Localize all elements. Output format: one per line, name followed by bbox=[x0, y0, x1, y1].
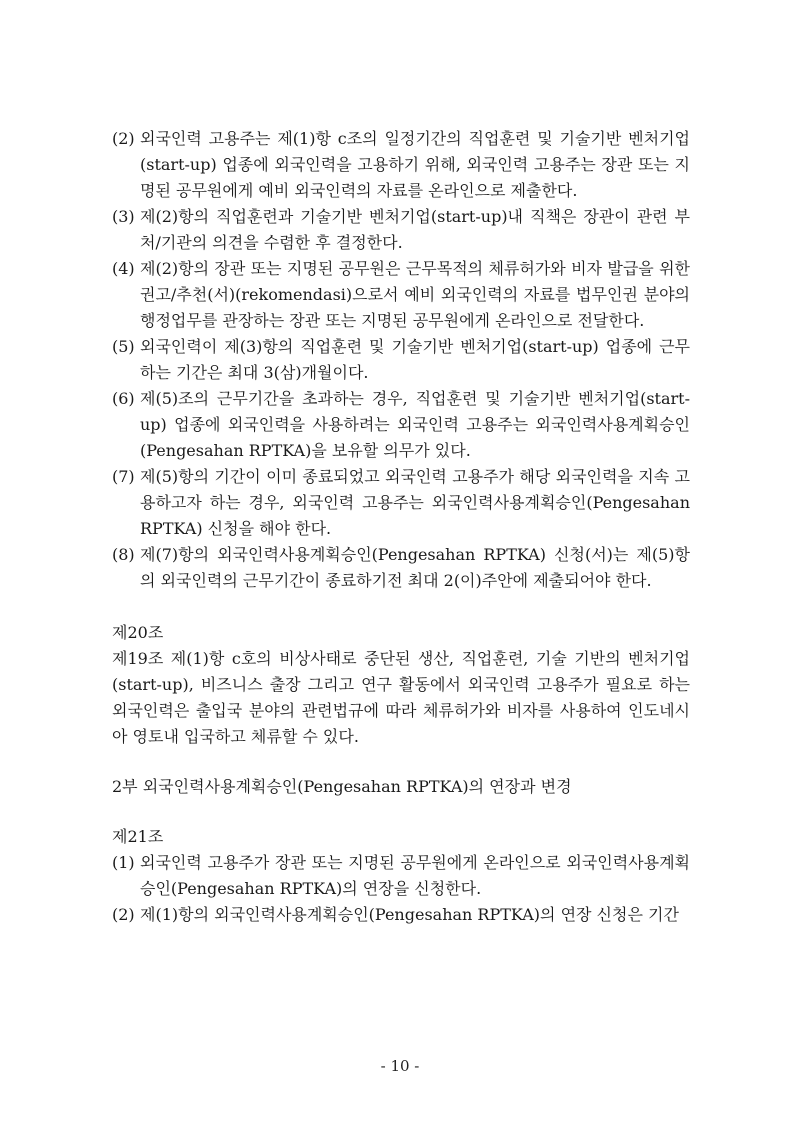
item-text: 제(5)항의 기간이 이미 종료되었고 외국인력 고용주가 해당 외국인력을 지속 고용하고자 하는 경우, 외국인력 고용주는 외국인력사용계획승인(Pengesahan RPTKA) 신청을 해야 한다. bbox=[140, 467, 690, 538]
item-number: (2) bbox=[112, 129, 135, 148]
list-item bbox=[112, 542, 690, 594]
list-item bbox=[112, 902, 690, 928]
item-number: (2) bbox=[112, 905, 135, 924]
document-page bbox=[112, 126, 690, 928]
item-number: (7) bbox=[112, 467, 135, 486]
article-20-body: 제19조 제(1)항 c호의 비상사태로 중단된 생산, 직업훈련, 기술 기반의 벤처기업(start-up), 비즈니스 출장 그리고 연구 활동에서 외국인력 고용주가 필요로 하는 외국인력은 출입국 분야의 관련법규에 따라 체류허가와 비자를 사용하여 인도네시아 영토내 입국하고 체류할 수 있다. bbox=[112, 649, 690, 746]
item-text: 외국인력 고용주는 제(1)항 c조의 일정기간의 직업훈련 및 기술기반 벤처기업(start-up) 업종에 외국인력을 고용하기 위해, 외국인력 고용주는 장관 또는 지명된 공무원에게 예비 외국인력의 자료를 온라인으로 제출한다. bbox=[140, 129, 690, 200]
item-text: 외국인력 고용주가 장관 또는 지명된 공무원에게 온라인으로 외국인력사용계획승인(Pengesahan RPTKA)의 연장을 신청한다. bbox=[140, 853, 690, 898]
item-number: (8) bbox=[112, 545, 135, 564]
list-item bbox=[112, 850, 690, 902]
item-number: (1) bbox=[112, 853, 135, 872]
item-number: (5) bbox=[112, 337, 135, 356]
item-text: 외국인력이 제(3)항의 직업훈련 및 기술기반 벤처기업(start-up) 업종에 근무하는 기간은 최대 3(삼)개월이다. bbox=[140, 337, 690, 382]
item-number: (3) bbox=[112, 207, 135, 226]
list-item bbox=[112, 204, 690, 256]
part-2-title: 2부 외국인력사용계획승인(Pengesahan RPTKA)의 연장과 변경 bbox=[112, 777, 572, 796]
item-text: 제(2)항의 직업훈련과 기술기반 벤처기업(start-up)내 직책은 장관이 관련 부처/기관의 의견을 수렴한 후 결정한다. bbox=[140, 207, 690, 252]
list-item bbox=[112, 386, 690, 464]
list-item bbox=[112, 126, 690, 204]
article-21-list bbox=[112, 850, 690, 928]
list-item bbox=[112, 256, 690, 334]
list-item bbox=[112, 334, 690, 386]
item-text: 제(7)항의 외국인력사용계획승인(Pengesahan RPTKA) 신청(서)는 제(5)항의 외국인력의 근무기간이 종료하기전 최대 2(이)주안에 제출되어야 한다. bbox=[140, 545, 690, 590]
item-text: 제(2)항의 장관 또는 지명된 공무원은 근무목적의 체류허가와 비자 발급을 위한 권고/추천(서)(rekomendasi)으로서 예비 외국인력의 자료를 법무인권 분야의 행정업무를 관장하는 장관 또는 지명된 공무원에게 온라인으로 전달한다. bbox=[140, 259, 690, 330]
item-text: 제(1)항의 외국인력사용계획승인(Pengesahan RPTKA)의 연장 신청은 기간 bbox=[140, 905, 679, 924]
article-21-title: 제21조 bbox=[112, 827, 164, 846]
section1-list bbox=[112, 126, 690, 594]
item-number: (6) bbox=[112, 389, 135, 408]
article-20-title: 제20조 bbox=[112, 623, 164, 642]
list-item bbox=[112, 464, 690, 542]
page-number: - 10 - bbox=[380, 1057, 420, 1075]
item-number: (4) bbox=[112, 259, 135, 278]
item-text: 제(5)조의 근무기간을 초과하는 경우, 직업훈련 및 기술기반 벤처기업(start-up) 업종에 외국인력을 사용하려는 외국인력 고용주는 외국인력사용계획승인(Pengesahan RPTKA)을 보유할 의무가 있다. bbox=[140, 389, 690, 460]
